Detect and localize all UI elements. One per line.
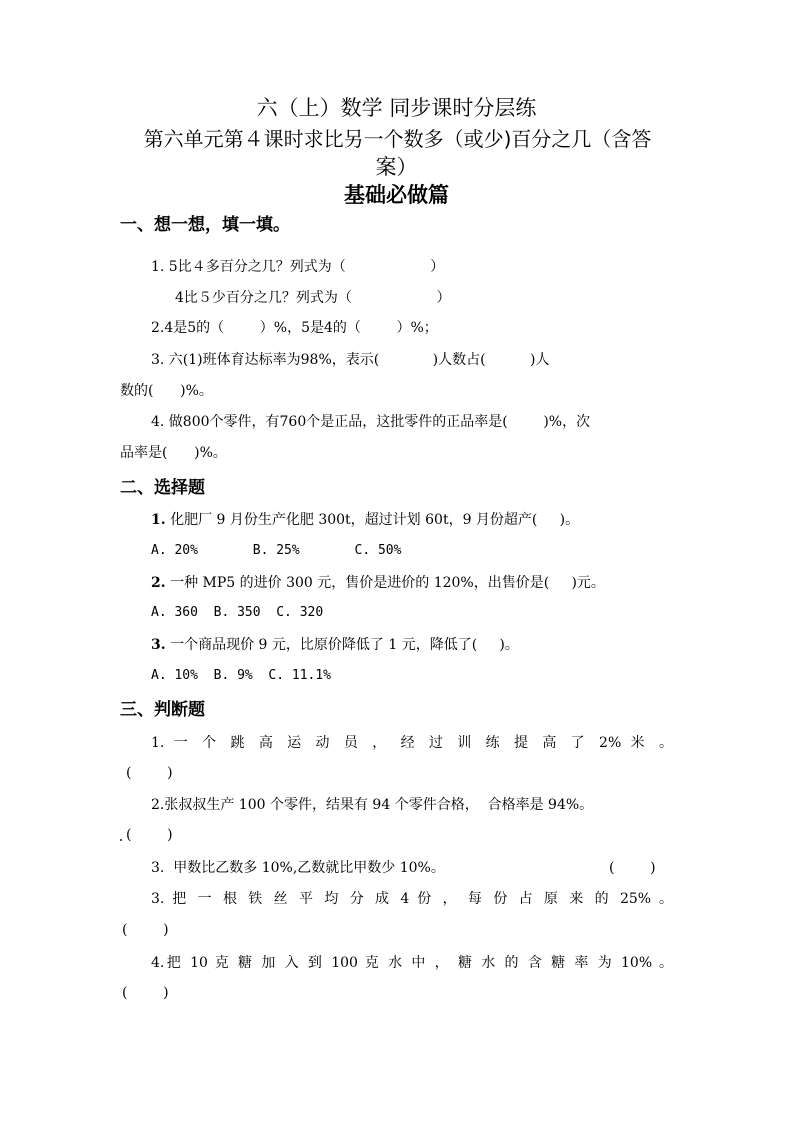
s1-q4a: 4. 做800个零件，有760个是正品，这批零件的正品率是( )%，次 — [151, 414, 591, 430]
section1-heading: 一、想一想，填一填。 — [120, 215, 290, 235]
section3-heading: 三、判断题 — [120, 700, 205, 720]
s1-q1a: 1. 5比４多百分之几？列式为（ ） — [151, 259, 445, 275]
s2-q2-options: A. 360 B. 350 C. 320 — [151, 605, 324, 620]
s2-q2-text: 一种 MP5 的进价 300 元，售价是进价的 120%，出售价是( )元。 — [165, 575, 605, 591]
s3-q3: 3. 甲数比乙数多 10%,乙数就比甲数少 10%。 — [151, 860, 445, 876]
s2-q3-options: A. 10% B. 9% C. 11.1% — [151, 668, 332, 683]
s3-q2: 2.张叔叔生产 100 个零件，结果有 94 个零件合格， 合格率是 94%。 — [151, 797, 594, 813]
s2-q1-number: 1. — [151, 512, 166, 528]
s2-q3-text: 一个商品现价 9 元，比原价降低了 1 元，降低了( )。 — [165, 637, 519, 653]
s1-q1b: 4比５少百分之几？列式为（ ） — [175, 290, 451, 306]
page-title-line2: 第六单元第４课时求比另一个数多（或少)百分之几（含答 — [143, 127, 652, 151]
s3-q4-answer: ( ) — [122, 922, 169, 938]
s1-q2: 2.4是5的（ ）%，5是4的（ ）%； — [151, 320, 438, 336]
s3-q5-answer: ( ) — [122, 985, 169, 1001]
s2-q1 — [151, 510, 579, 530]
s2-q3 — [151, 635, 519, 655]
s3-q2-answer: ( ) — [126, 827, 173, 843]
s1-q4b: 品率是( )%。 — [120, 445, 227, 461]
stray-dot — [120, 839, 122, 841]
page-title: 六（上）数学 同步课时分层练 — [256, 96, 537, 120]
s3-q1: 1. 一 个 跳 高 运 动 员 ， 经 过 训 练 提 高 了 2% 米 。 — [151, 735, 673, 751]
s3-q3-answer: ( ) — [609, 860, 656, 876]
section2-heading: 二、选择题 — [120, 478, 205, 498]
s2-q1-text: 化肥厂 9 月份生产化肥 300t，超过计划 60t，9 月份超产( )。 — [165, 512, 580, 528]
s2-q2-number: 2. — [151, 575, 166, 591]
page-title-line3: 案） — [375, 155, 418, 179]
s3-q4: 3. 把 一 根 铁 丝 平 均 分 成 4 份 ， 每 份 占 原 来 的 25% 。 — [151, 891, 673, 907]
s3-q5: 4.把 10 克 糖 加 入 到 100 克 水 中 ， 糖 水 的 含 糖 率 为 10% 。 — [151, 955, 673, 971]
s3-q1-answer: ( ) — [126, 765, 173, 781]
s1-q3b: 数的( )%。 — [120, 383, 213, 399]
s2-q2 — [151, 573, 605, 593]
s2-q3-number: 3. — [151, 637, 166, 653]
s2-q1-options: A. 20% B. 25% C. 50% — [151, 543, 402, 558]
s1-q3a: 3. 六(1)班体育达标率为98%，表示( )人数占( )人 — [151, 352, 550, 368]
page-subtitle: 基础必做篇 — [344, 182, 449, 207]
